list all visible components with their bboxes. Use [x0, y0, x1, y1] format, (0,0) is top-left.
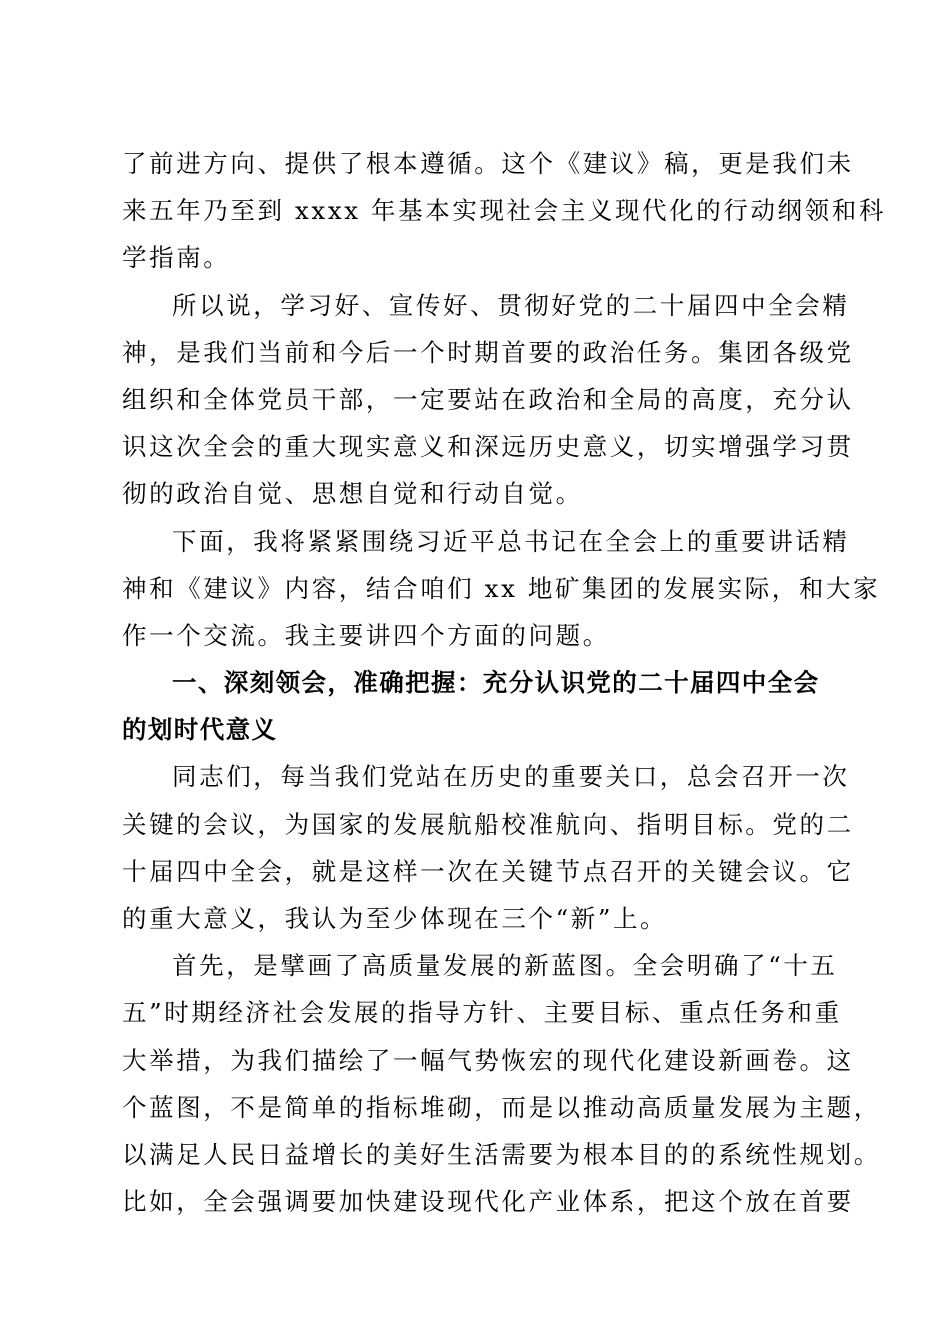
text-line: 大举措，为我们描绘了一幅气势恢宏的现代化建设新画卷。这	[122, 1045, 854, 1075]
text-line: 彻的政治自觉、思想自觉和行动自觉。	[122, 479, 583, 509]
text-line: 组织和全体党员干部，一定要站在政治和全局的高度，充分认	[122, 384, 854, 414]
paragraph	[122, 282, 854, 518]
text-line: 作一个交流。我主要讲四个方面的问题。	[122, 620, 610, 650]
text-line: 首先，是擘画了高质量发展的新蓝图。全会明确了“十五	[172, 951, 838, 981]
paragraph	[122, 518, 881, 660]
text-line: 神和《建议》内容，结合咱们 xx 地矿集团的发展实际，和大家	[122, 573, 881, 603]
text-line: 五”时期经济社会发展的指导方针、主要目标、重点任务和重	[122, 998, 842, 1028]
text-line: 识这次全会的重大现实意义和深远历史意义，切实增强学习贯	[122, 432, 854, 462]
paragraph-continuation	[122, 140, 886, 282]
text-line: 十届四中全会，就是这样一次在关键节点召开的关键会议。它	[122, 856, 854, 886]
text-line: 比如，全会强调要加快建设现代化产业体系，把这个放在首要	[122, 1187, 854, 1217]
text-line: 的重大意义，我认为至少体现在三个“新”上。	[122, 904, 668, 933]
section-heading	[122, 659, 832, 753]
text-line: 神，是我们当前和今后一个时期首要的政治任务。集团各级党	[122, 337, 854, 367]
text-line: 个蓝图，不是简单的指标堆砌，而是以推动高质量发展为主题，	[122, 1092, 881, 1122]
heading-line: 一、深刻领会，准确把握：充分认识党的二十届四中全会	[172, 668, 820, 698]
paragraph	[122, 942, 881, 1225]
text-line: 同志们，每当我们党站在历史的重要关口，总会召开一次	[172, 762, 850, 792]
text-line: 所以说，学习好、宣传好、贯彻好党的二十届四中全会精	[172, 290, 850, 320]
text-line: 了前进方向、提供了根本遵循。这个《建议》稿，更是我们未	[122, 149, 854, 178]
text-line: 下面，我将紧紧围绕习近平总书记在全会上的重要讲话精	[172, 526, 850, 556]
text-line: 关键的会议，为国家的发展航船校准航向、指明目标。党的二	[122, 809, 854, 839]
text-line: 学指南。	[122, 243, 231, 273]
document-body	[122, 140, 886, 1225]
text-line: 来五年乃至到 xxxx 年基本实现社会主义现代化的行动纲领和科	[122, 196, 886, 226]
text-line: 以满足人民日益增长的美好生活需要为根本目的的系统性规划。	[122, 1139, 881, 1169]
heading-line: 的划时代意义	[122, 715, 278, 745]
paragraph	[122, 753, 854, 942]
